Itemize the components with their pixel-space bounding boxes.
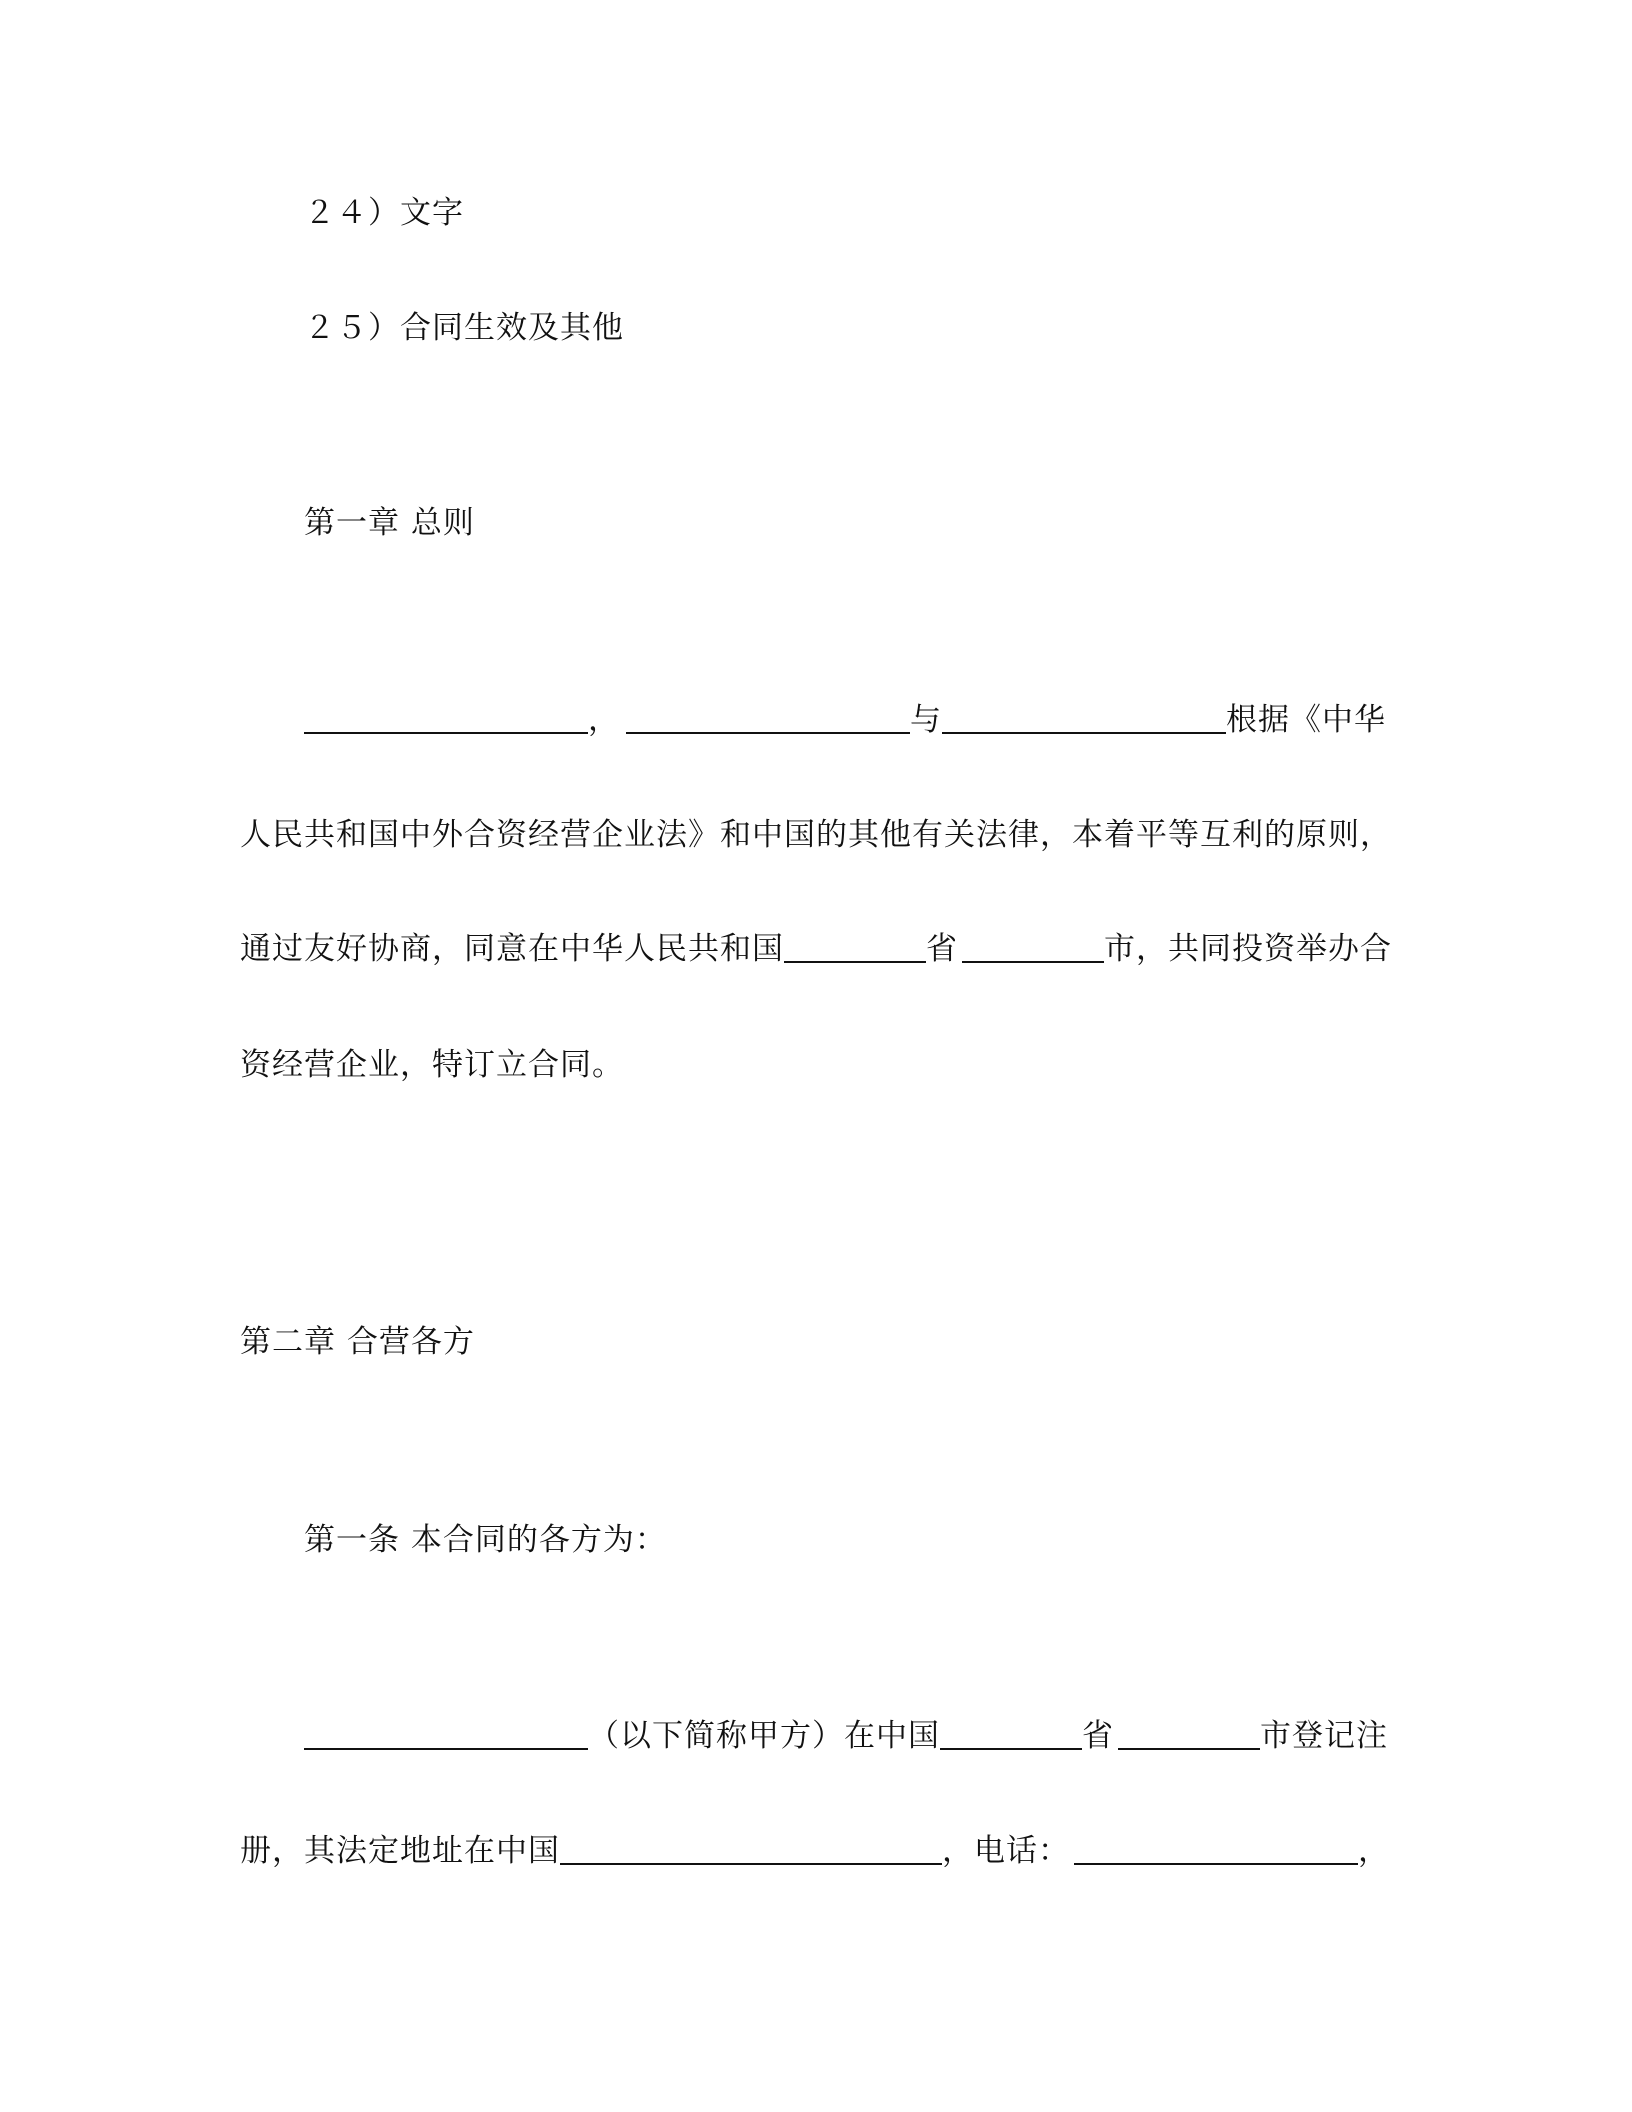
- party-a-end-comma: ，: [1358, 1833, 1390, 1869]
- line-3-start-text: 通过友好协商，同意在中华人民共和国: [240, 931, 784, 967]
- article-1-heading: 第一条 本合同的各方为：: [304, 1522, 667, 1558]
- chapter-1-paragraph-line-3: [240, 929, 1392, 969]
- chapter-1-paragraph-line-4: 资经营企业，特订立合同。: [240, 1047, 624, 1083]
- party-b-name-blank[interactable]: [626, 702, 910, 734]
- party-c-name-blank[interactable]: [942, 702, 1226, 734]
- party-a-phone-label: ，电话：: [942, 1833, 1070, 1869]
- separator-comma: ，: [588, 702, 620, 738]
- party-a-address-blank[interactable]: [560, 1833, 942, 1865]
- chapter-2-heading: 第二章 合营各方: [240, 1324, 475, 1360]
- chapter-1-paragraph-line-1: [304, 700, 1386, 740]
- party-a-city-end-text: 市登记注: [1260, 1718, 1388, 1754]
- party-a-city-blank[interactable]: [1118, 1718, 1260, 1750]
- party-a-name-blank[interactable]: [304, 702, 588, 734]
- province-blank[interactable]: [784, 931, 926, 963]
- chapter-1-paragraph-line-2: 人民共和国中外合资经营企业法》和中国的其他有关法律，本着平等互利的原则，: [240, 817, 1392, 853]
- party-a-province-blank[interactable]: [940, 1718, 1082, 1750]
- party-a-line-1: [304, 1716, 1388, 1756]
- line-1-end-text: 根据《中华: [1226, 702, 1386, 738]
- party-a-province-label: 省: [1082, 1718, 1114, 1754]
- chapter-1-heading: 第一章 总则: [304, 505, 475, 541]
- province-label: 省: [926, 931, 958, 967]
- toc-item-24: ２４）文字: [304, 195, 464, 231]
- city-blank[interactable]: [962, 931, 1104, 963]
- party-a-abbr-text: （以下简称甲方）在中国: [588, 1718, 940, 1754]
- party-a-address-label: 册，其法定地址在中国: [240, 1833, 560, 1869]
- party-a-phone-blank[interactable]: [1074, 1833, 1358, 1865]
- conjunction-with: 与: [910, 702, 942, 738]
- toc-item-25: ２５）合同生效及其他: [304, 310, 624, 346]
- party-a-company-blank[interactable]: [304, 1718, 588, 1750]
- party-a-line-2: [240, 1831, 1390, 1871]
- line-3-end-text: 市，共同投资举办合: [1104, 931, 1392, 967]
